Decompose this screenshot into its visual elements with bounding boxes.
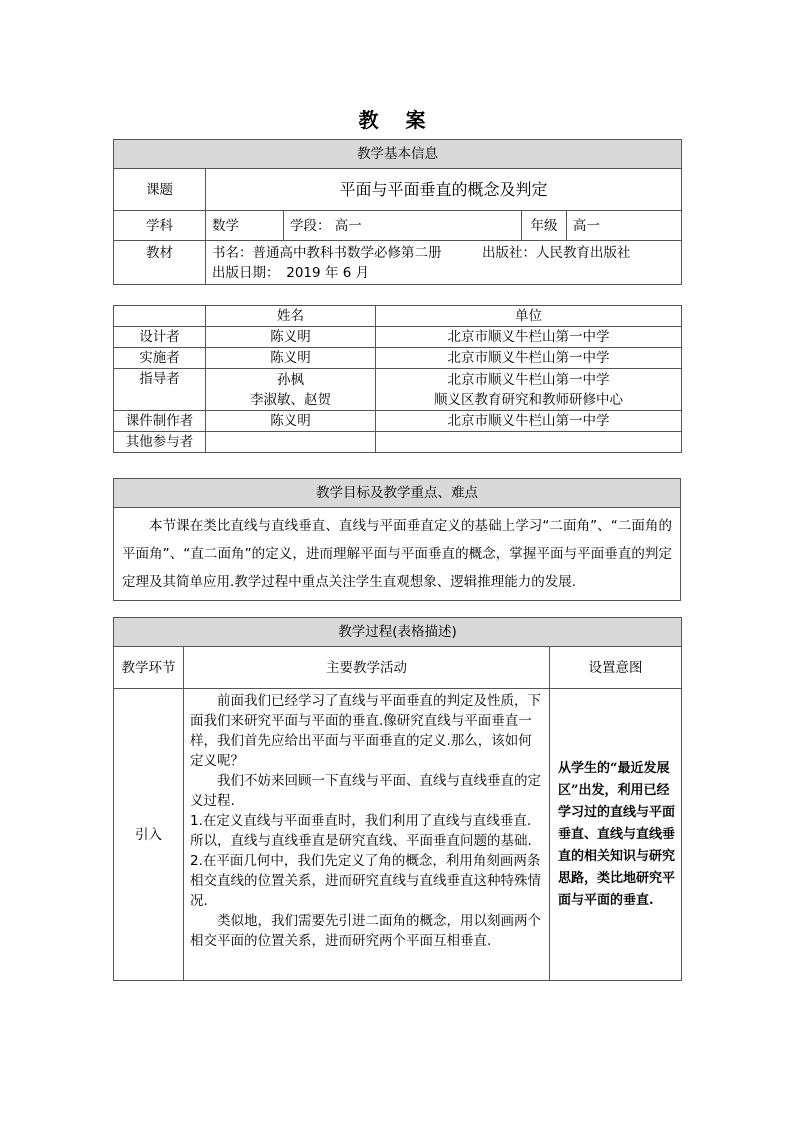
activity-paragraph: 前面我们已经学习了直线与平面垂直的判定及性质，下面我们来研究平面与平面的垂直.像研究直线与平面垂直一样，我们首先应给出平面与平面垂直的定义.那么，该如何定义呢？ (190, 693, 541, 769)
activity-paragraph: 2.在平面几何中，我们先定义了角的概念，利用角刻画两条相交直线的位置关系，进而研究直线与直线垂直这种特殊情况. (190, 853, 541, 909)
role-cell: 其他参与者 (114, 432, 206, 453)
grade-label: 年级 (522, 211, 567, 241)
date-line: 出版日期： 2019 年 6 月 (212, 264, 370, 281)
unit-cell (376, 369, 682, 411)
goals-text: 本节课在类比直线与直线垂直、直线与平面垂直定义的基础上学习“二面角”、“二面角的平面角”、“直二面角”的定义，进而理解平面与平面垂直的概念，掌握平面与平面垂直的判定定理及其简单应用.教学过程中重点关注学生直观想象、逻辑推理能力的发展. (114, 508, 681, 601)
col-intent-header: 设置意图 (550, 647, 682, 689)
stage-cell (284, 211, 522, 241)
unit-line: 北京市顺义牛栏山第一中学 (447, 371, 610, 388)
name-cell: 陈义明 (206, 327, 376, 348)
activity-paragraph: 1.在定义直线与平面垂直时，我们利用了直线与直线垂直.所以，直线与直线垂直是研究直线、平面垂直问题的基础. (190, 813, 532, 849)
name-cell: 陈义明 (206, 348, 376, 369)
material-value (206, 241, 682, 285)
intent-cell: 从学生的“最近发展区”出发，利用已经学习过的直线与平面垂直、直线与直线垂直的相关知识与研究思路，类比地研究平面与平面的垂直. (550, 689, 682, 981)
table-row (114, 327, 682, 348)
people-table (113, 305, 682, 453)
unit-line: 顺义区教育研究和教师研修中心 (434, 391, 623, 408)
name-cell (206, 369, 376, 411)
unit-cell: 北京市顺义牛栏山第一中学 (376, 348, 682, 369)
name-cell (206, 432, 376, 453)
col-unit-header: 单位 (376, 306, 682, 327)
activity-cell (184, 689, 550, 981)
unit-cell: 北京市顺义牛栏山第一中学 (376, 327, 682, 348)
role-cell: 指导者 (114, 369, 206, 411)
grade-value: 高一 (567, 211, 682, 241)
table-row (114, 348, 682, 369)
goals-header: 教学目标及教学重点、难点 (114, 479, 681, 508)
topic-value: 平面与平面垂直的概念及判定 (206, 169, 682, 211)
table-row (114, 369, 682, 411)
name-cell: 陈义明 (206, 411, 376, 432)
basic-info-table (113, 139, 682, 285)
name-line: 李淑敏、赵贺 (250, 391, 331, 408)
col-activity-header: 主要教学活动 (184, 647, 550, 689)
col-stage-header: 教学环节 (114, 647, 184, 689)
col-name-header: 姓名 (206, 306, 376, 327)
material-label: 教材 (114, 241, 206, 285)
name-line: 孙枫 (277, 371, 304, 388)
topic-label: 课题 (114, 169, 206, 211)
page-title: 教 案 (358, 108, 436, 132)
activity-paragraph: 我们不妨来回顾一下直线与平面、直线与直线垂直的定义过程. (190, 773, 541, 809)
stage-value: 高一 (334, 217, 362, 234)
role-cell: 课件制作者 (114, 411, 206, 432)
activity-paragraph: 类似地，我们需要先引进二面角的概念，用以刻画两个相交平面的位置关系，进而研究两个平面互相垂直. (190, 913, 541, 949)
process-header: 教学过程(表格描述) (114, 618, 682, 647)
goals-table (113, 478, 681, 601)
table-row (114, 432, 682, 453)
subject-label: 学科 (114, 211, 206, 241)
stage-label: 学段： (290, 217, 331, 234)
table-row (114, 411, 682, 432)
basic-info-header: 教学基本信息 (114, 140, 682, 169)
unit-cell: 北京市顺义牛栏山第一中学 (376, 411, 682, 432)
book-line: 书名：普通高中教科书数学必修第二册 出版社：人民教育出版社 (212, 244, 631, 261)
role-cell: 实施者 (114, 348, 206, 369)
stage-cell: 引入 (114, 689, 184, 981)
unit-cell (376, 432, 682, 453)
subject-value: 数学 (206, 211, 284, 241)
role-cell: 设计者 (114, 327, 206, 348)
process-table (113, 617, 682, 981)
